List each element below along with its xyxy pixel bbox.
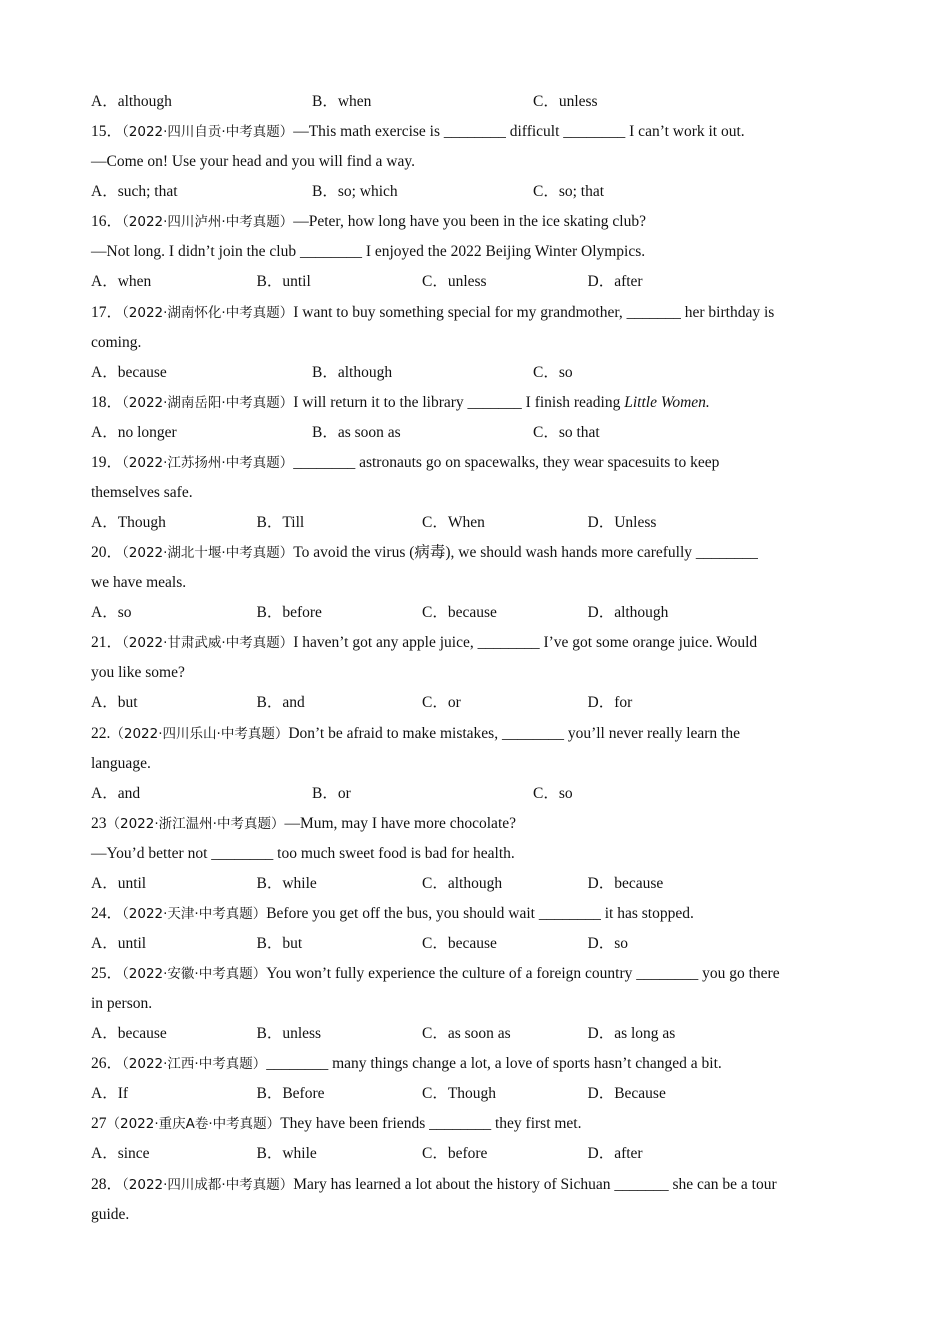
question-21 <box>91 628 866 718</box>
question-text: guide. <box>91 1205 130 1223</box>
question-text: in person. <box>91 995 153 1013</box>
question-line <box>91 237 866 267</box>
question-source: （2022·湖北十堰·中考真题） <box>122 545 294 562</box>
question-24 <box>91 899 866 959</box>
option-c: C．so; that <box>533 183 605 201</box>
question-28 <box>91 1170 866 1230</box>
question-source: （2022·天津·中考真题） <box>122 905 267 922</box>
question-text: Mary has learned a lot about the history of Sichuan _______ she can be a tour <box>293 1175 777 1193</box>
option-c: C．because <box>422 934 497 952</box>
question-19 <box>91 448 866 538</box>
option-b: B．so; which <box>312 183 398 201</box>
option-c: C．so that <box>533 423 600 441</box>
option-a: A．no longer <box>91 423 177 441</box>
question-line <box>91 899 866 929</box>
options-row <box>91 1019 866 1049</box>
question-line <box>91 388 866 418</box>
question-number: 23 <box>91 814 107 832</box>
question-source: （2022·湖南怀化·中考真题） <box>122 304 294 321</box>
question-text: To avoid the virus (病毒), we should wash hands more carefully ________ <box>293 544 758 562</box>
question-source: （2022·重庆A卷·中考真题） <box>106 1116 281 1133</box>
option-b: B．and <box>256 694 305 712</box>
question-line <box>91 839 866 869</box>
option-a: A．such; that <box>91 183 178 201</box>
question-text: I will return it to the library _______ I finish reading <box>293 393 625 411</box>
question-number: 27 <box>91 1115 107 1133</box>
question-source: （2022·江西·中考真题） <box>122 1056 267 1073</box>
question-text: language. <box>91 754 151 772</box>
options-row <box>91 358 866 388</box>
question-text: you like some? <box>91 664 185 682</box>
question-text: —You’d better not ________ too much sweet food is bad for health. <box>91 844 515 862</box>
question-text: we have meals. <box>91 574 187 592</box>
option-b: B．until <box>256 273 311 291</box>
question-line <box>91 658 866 688</box>
question-text: —This math exercise is ________ difficult ________ I can’t work it out. <box>293 123 745 141</box>
question-source: （2022·四川成都·中考真题） <box>122 1176 294 1193</box>
question-line <box>91 538 866 568</box>
options-row <box>91 508 866 538</box>
question-line <box>91 1200 866 1230</box>
pre-options <box>91 87 866 117</box>
option-b: B．before <box>256 604 322 622</box>
option-d: D．after <box>587 1145 643 1163</box>
options-row <box>91 869 866 899</box>
question-line <box>91 147 866 177</box>
question-source: （2022·湖南岳阳·中考真题） <box>122 394 294 411</box>
option-b: B．or <box>312 784 351 802</box>
question-text: Don’t be afraid to make mistakes, ________ you’ll never really learn the <box>288 724 740 742</box>
option-c: C．before <box>422 1145 488 1163</box>
option-c: C．When <box>422 513 485 531</box>
question-source: （2022·四川乐山·中考真题） <box>110 725 289 742</box>
question-22 <box>91 719 866 809</box>
option-c: C．as soon as <box>422 1025 511 1043</box>
question-line <box>91 207 866 237</box>
question-number: 21． <box>91 634 123 652</box>
options-row <box>91 779 866 809</box>
option: B．when <box>312 93 372 110</box>
options-row <box>91 929 866 959</box>
question-source: （2022·安徽·中考真题） <box>122 966 267 983</box>
option-a: A．but <box>91 694 138 712</box>
question-text: They have been friends ________ they first met. <box>280 1115 582 1133</box>
option-d: D．Because <box>587 1085 666 1103</box>
option-d: D．although <box>587 604 669 622</box>
question-27 <box>91 1109 866 1169</box>
question-number: 18． <box>91 393 123 411</box>
option-a: A．and <box>91 784 141 802</box>
question-text: themselves safe. <box>91 483 193 501</box>
question-text: —Mum, may I have more chocolate? <box>284 814 517 832</box>
option-a: A．until <box>91 934 147 952</box>
option-b: B．Till <box>256 513 305 531</box>
question-line <box>91 749 866 779</box>
question-23 <box>91 809 866 899</box>
option-c: C．so <box>533 784 573 802</box>
question-source: （2022·四川自贡·中考真题） <box>122 124 294 141</box>
question-source: （2022·浙江温州·中考真题） <box>106 815 285 832</box>
option-b: B．while <box>256 874 317 892</box>
question-line <box>91 1049 866 1079</box>
question-line <box>91 989 866 1019</box>
question-line <box>91 1170 866 1200</box>
question-16 <box>91 207 866 297</box>
question-number: 19． <box>91 453 123 471</box>
question-18 <box>91 388 866 448</box>
option-c: C．although <box>422 874 503 892</box>
book-title: Little Women. <box>624 393 710 411</box>
options-row <box>91 177 866 207</box>
question-line <box>91 719 866 749</box>
option-d: D．Unless <box>587 513 657 531</box>
question-number: 26． <box>91 1055 123 1073</box>
option-a: A．when <box>91 273 152 291</box>
question-source: （2022·江苏扬州·中考真题） <box>122 454 294 471</box>
question-number: 24． <box>91 904 123 922</box>
question-line <box>91 478 866 508</box>
question-number: 17． <box>91 303 123 321</box>
options-row <box>91 418 866 448</box>
question-number: 28． <box>91 1175 123 1193</box>
question-source: （2022·甘肃武威·中考真题） <box>122 635 294 652</box>
option-c: C．unless <box>422 273 487 291</box>
option-d: D．because <box>587 874 664 892</box>
option-a: A．because <box>91 1025 167 1043</box>
question-text: —Not long. I didn’t join the club ________ I enjoyed the 2022 Beijing Winter Olympics. <box>91 243 646 261</box>
options-row <box>91 688 866 718</box>
option-a: A．If <box>91 1085 129 1103</box>
question-text: ________ astronauts go on spacewalks, they wear spacesuits to keep <box>293 453 720 471</box>
question-26 <box>91 1049 866 1109</box>
question-25 <box>91 959 866 1049</box>
question-list <box>91 87 866 1230</box>
question-number: 22. <box>91 724 111 742</box>
option-c: C．Though <box>422 1085 497 1103</box>
option-b: B．as soon as <box>312 423 401 441</box>
question-text: ________ many things change a lot, a love of sports hasn’t changed a bit. <box>266 1055 722 1073</box>
option-c: C．or <box>422 694 461 712</box>
options-row <box>91 267 866 297</box>
question-15 <box>91 117 866 207</box>
question-text: Before you get off the bus, you should wait ________ it has stopped. <box>266 904 694 922</box>
question-source: （2022·四川泸州·中考真题） <box>122 214 294 231</box>
question-line <box>91 628 866 658</box>
option-a: A．so <box>91 604 132 622</box>
question-number: 25． <box>91 965 123 983</box>
option-a: A．Though <box>91 513 166 531</box>
question-number: 20． <box>91 544 123 562</box>
option-d: D．as long as <box>587 1025 676 1043</box>
option-d: D．for <box>587 694 633 712</box>
question-number: 16． <box>91 213 123 231</box>
option-b: B．but <box>256 934 303 952</box>
question-line <box>91 1109 866 1139</box>
question-line <box>91 448 866 478</box>
option: A．although <box>91 93 172 110</box>
options-row <box>91 1139 866 1169</box>
question-text: You won’t fully experience the culture of a foreign country ________ you go there <box>266 965 780 983</box>
option-b: B．Before <box>256 1085 325 1103</box>
question-20 <box>91 538 866 628</box>
question-line <box>91 117 866 147</box>
question-line <box>91 568 866 598</box>
question-text: —Peter, how long have you been in the ice skating club? <box>293 213 646 231</box>
option-b: B．unless <box>256 1025 322 1043</box>
question-text: I haven’t got any apple juice, ________ I’ve got some orange juice. Would <box>293 634 758 652</box>
options-row <box>91 1079 866 1109</box>
question-text: coming. <box>91 333 142 351</box>
option-a: A．because <box>91 363 167 381</box>
option-d: D．so <box>587 934 628 952</box>
option-c: C．so <box>533 363 573 381</box>
question-line <box>91 328 866 358</box>
question-text: I want to buy something special for my grandmother, _______ her birthday is <box>293 303 775 321</box>
question-17 <box>91 298 866 388</box>
options-row <box>91 598 866 628</box>
question-number: 15． <box>91 123 123 141</box>
question-line <box>91 298 866 328</box>
option: C．unless <box>533 93 598 110</box>
option-d: D．after <box>587 273 643 291</box>
option-a: A．since <box>91 1145 150 1163</box>
question-text: —Come on! Use your head and you will find a way. <box>91 153 415 171</box>
option-b: B．while <box>256 1145 317 1163</box>
question-line <box>91 959 866 989</box>
option-c: C．because <box>422 604 497 622</box>
option-a: A．until <box>91 874 147 892</box>
question-line <box>91 809 866 839</box>
option-b: B．although <box>312 363 393 381</box>
